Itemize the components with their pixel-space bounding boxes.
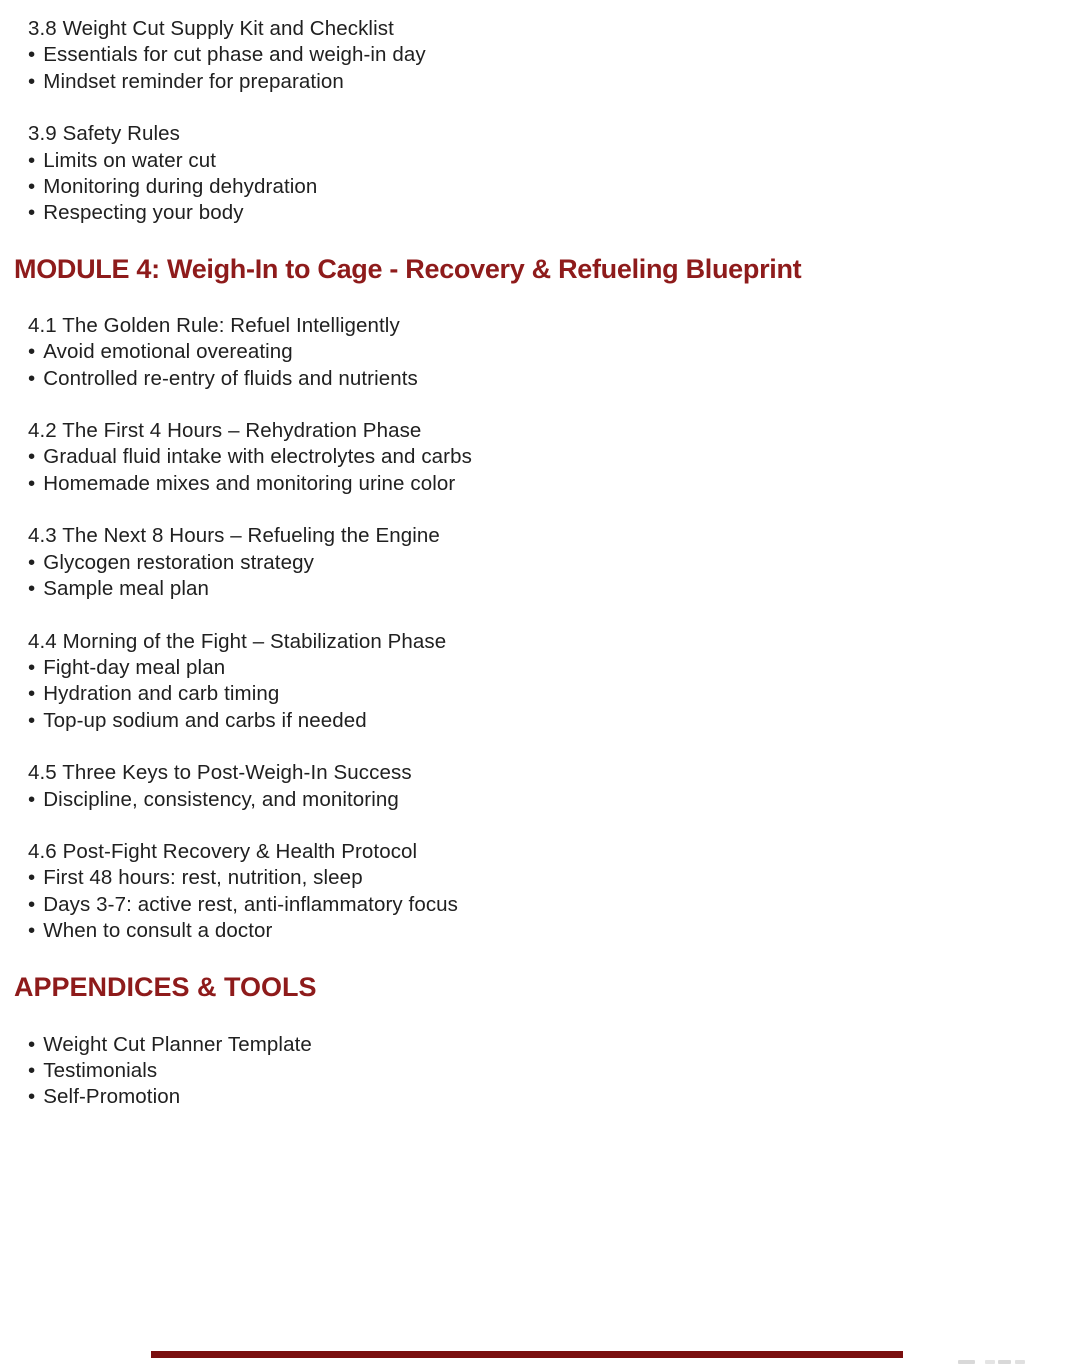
list-item-text: Respecting your body bbox=[43, 201, 244, 225]
section-title: 4.5 Three Keys to Post-Weigh-In Success bbox=[28, 761, 412, 785]
section-title: 4.4 Morning of the Fight – Stabilization Phase bbox=[28, 629, 447, 653]
bullet-icon: • bbox=[28, 787, 36, 811]
list-item bbox=[28, 708, 1044, 734]
list-item-text: Top-up sodium and carbs if needed bbox=[43, 708, 367, 732]
bullet-icon: • bbox=[28, 682, 36, 706]
toc-group bbox=[28, 16, 1044, 95]
list-item-text: Discipline, consistency, and monitoring bbox=[43, 787, 399, 811]
bullet-icon: • bbox=[28, 445, 36, 469]
list-item bbox=[28, 576, 1044, 602]
list-item bbox=[28, 655, 1044, 681]
bullet-icon: • bbox=[28, 201, 36, 225]
cut-off-text-fragment bbox=[958, 1360, 975, 1364]
toc-group bbox=[28, 121, 1044, 227]
list-item bbox=[28, 1084, 1044, 1110]
list-item bbox=[28, 366, 1044, 392]
list-item-text: Avoid emotional overeating bbox=[43, 340, 293, 364]
list-item-text: Gradual fluid intake with electrolytes and carbs bbox=[43, 445, 472, 469]
list-item-text: Sample meal plan bbox=[43, 577, 209, 601]
list-item-text: Days 3-7: active rest, anti-inflammatory focus bbox=[43, 892, 459, 916]
bullet-icon: • bbox=[28, 366, 36, 390]
toc-group bbox=[28, 629, 1044, 735]
cut-off-text-fragment bbox=[985, 1360, 995, 1364]
bullet-icon: • bbox=[28, 69, 36, 93]
cut-off-text-fragment bbox=[998, 1360, 1011, 1364]
list-item-text: Weight Cut Planner Template bbox=[43, 1032, 312, 1056]
bullet-icon: • bbox=[28, 175, 36, 199]
bullet-icon: • bbox=[28, 655, 36, 679]
toc-group bbox=[28, 523, 1044, 602]
toc-content bbox=[14, 16, 1044, 1137]
list-item bbox=[28, 471, 1044, 497]
toc-group bbox=[28, 313, 1044, 392]
list-item-text: Controlled re-entry of fluids and nutrients bbox=[43, 366, 418, 390]
bullet-icon: • bbox=[28, 1085, 36, 1109]
bullet-icon: • bbox=[28, 866, 36, 890]
bullet-icon: • bbox=[28, 708, 36, 732]
list-item bbox=[28, 1032, 1044, 1058]
list-item-text: First 48 hours: rest, nutrition, sleep bbox=[43, 866, 363, 890]
list-item bbox=[28, 42, 1044, 68]
list-item-text: Fight-day meal plan bbox=[43, 655, 226, 679]
bullet-icon: • bbox=[28, 1058, 36, 1082]
module-4-heading: MODULE 4: Weigh-In to Cage - Recovery & Refueling Blueprint bbox=[14, 253, 802, 284]
toc-group bbox=[28, 418, 1044, 497]
list-item bbox=[28, 892, 1044, 918]
list-item-text: Homemade mixes and monitoring urine color bbox=[43, 471, 456, 495]
list-item bbox=[28, 200, 1044, 226]
list-item-text: Essentials for cut phase and weigh-in day bbox=[43, 43, 426, 67]
list-item bbox=[28, 681, 1044, 707]
section-title: 4.1 The Golden Rule: Refuel Intelligently bbox=[28, 313, 400, 337]
bullet-icon: • bbox=[28, 471, 36, 495]
toc-group bbox=[28, 760, 1044, 813]
appendices-heading: APPENDICES & TOOLS bbox=[14, 971, 317, 1002]
toc-group bbox=[28, 839, 1044, 945]
list-item-text: Glycogen restoration strategy bbox=[43, 550, 314, 574]
list-item bbox=[28, 339, 1044, 365]
list-item bbox=[28, 69, 1044, 95]
list-item-text: Limits on water cut bbox=[43, 148, 217, 172]
list-item-text: Hydration and carb timing bbox=[43, 682, 280, 706]
list-item-text: When to consult a doctor bbox=[43, 919, 273, 943]
section-title: 3.9 Safety Rules bbox=[28, 122, 181, 146]
list-item-text: Testimonials bbox=[43, 1058, 158, 1082]
bullet-icon: • bbox=[28, 577, 36, 601]
list-item-text: Mindset reminder for preparation bbox=[43, 69, 344, 93]
list-item bbox=[28, 865, 1044, 891]
bullet-icon: • bbox=[28, 148, 36, 172]
section-title: 3.8 Weight Cut Supply Kit and Checklist bbox=[28, 17, 394, 40]
toc-group bbox=[28, 1032, 1044, 1111]
list-item bbox=[28, 444, 1044, 470]
section-title: 4.2 The First 4 Hours – Rehydration Phase bbox=[28, 419, 422, 443]
list-item bbox=[28, 174, 1044, 200]
bullet-icon: • bbox=[28, 550, 36, 574]
list-item-text: Self-Promotion bbox=[43, 1085, 181, 1109]
bullet-icon: • bbox=[28, 43, 36, 67]
bullet-icon: • bbox=[28, 1032, 36, 1056]
list-item bbox=[28, 787, 1044, 813]
list-item bbox=[28, 148, 1044, 174]
bullet-icon: • bbox=[28, 919, 36, 943]
list-item-text: Monitoring during dehydration bbox=[43, 175, 318, 199]
list-item bbox=[28, 1058, 1044, 1084]
cut-off-text-fragment bbox=[1015, 1360, 1025, 1364]
section-title: 4.6 Post-Fight Recovery & Health Protocol bbox=[28, 839, 418, 863]
section-title: 4.3 The Next 8 Hours – Refueling the Engine bbox=[28, 524, 440, 548]
bullet-icon: • bbox=[28, 340, 36, 364]
list-item bbox=[28, 550, 1044, 576]
list-item bbox=[28, 918, 1044, 944]
bullet-icon: • bbox=[28, 892, 36, 916]
footer-divider bbox=[151, 1351, 903, 1358]
